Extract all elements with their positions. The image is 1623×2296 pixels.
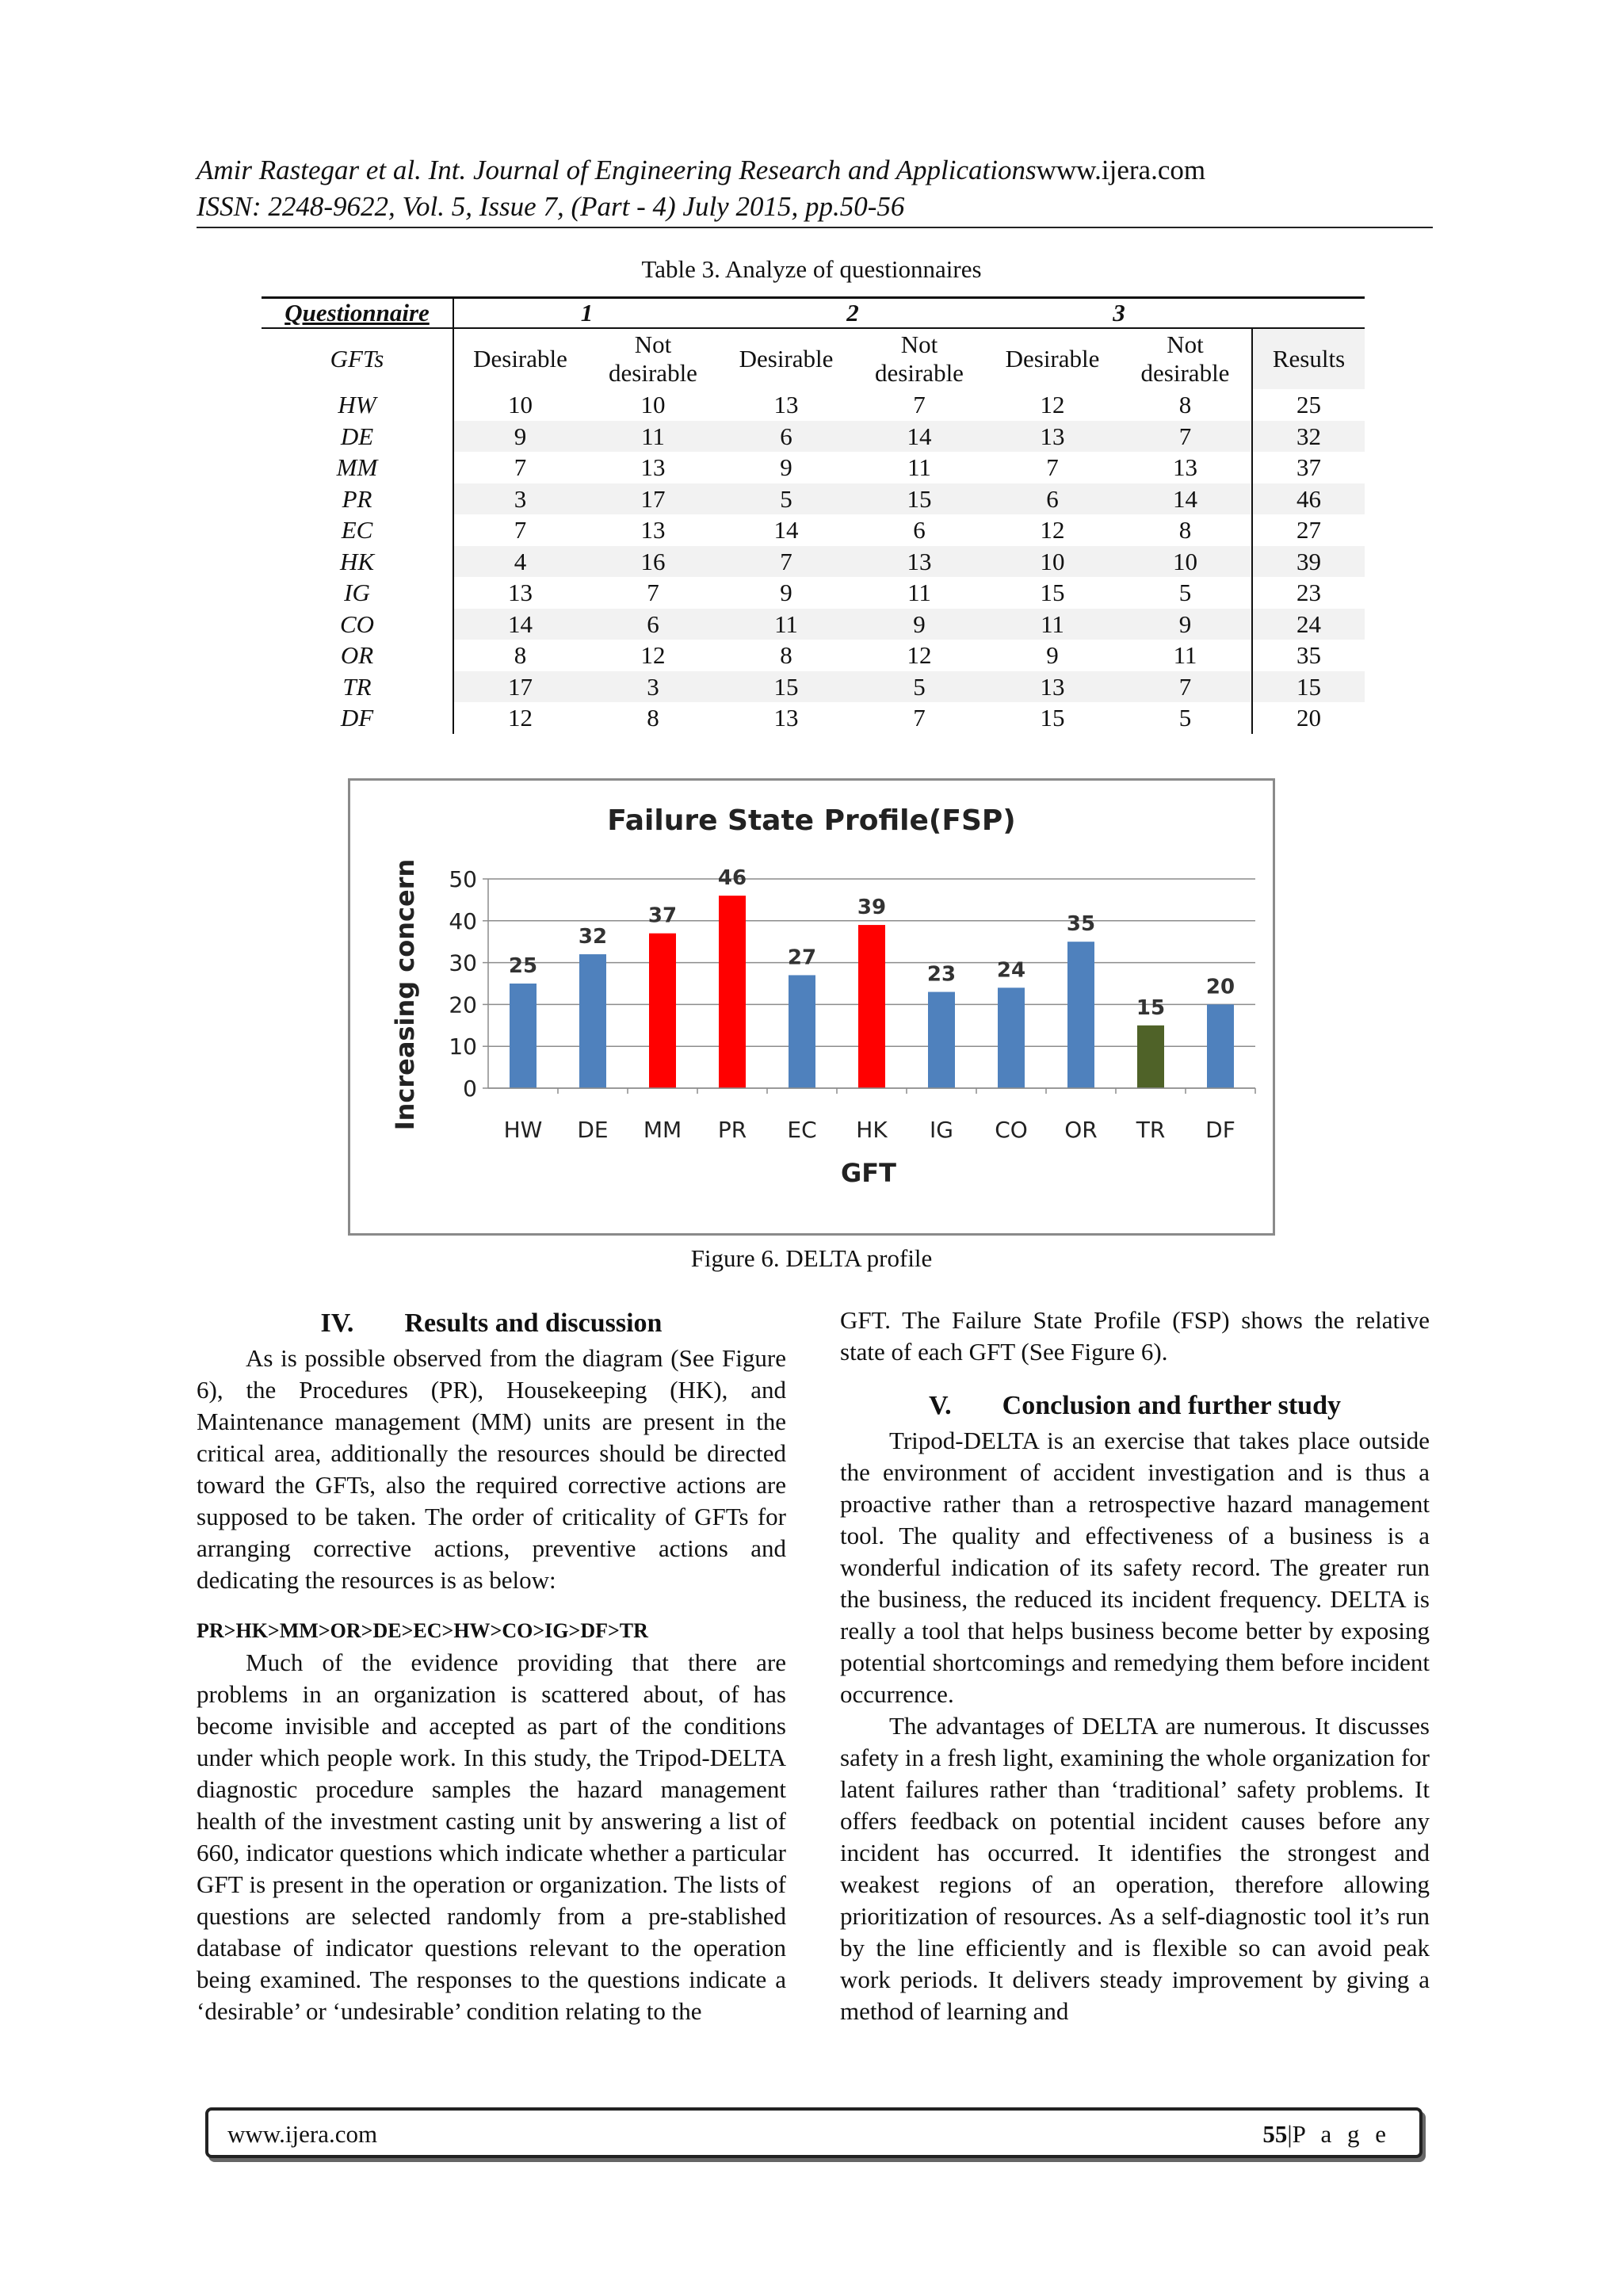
value-cell: 7 [1119,671,1252,703]
q1-desirable-header: Desirable [473,345,567,372]
section-4-paragraph-2: Much of the evidence providing that there are problems in an organization is scattered about, of has become invisible and accepted as part of the conditions under which people work. In this study, the Tripod-DELTA diagnostic procedure samples the hazard management health of the investment casting unit by answering a list of 660, indicator questions which indicate whether a particular GFT is present in the operation or organization. The lists of questions are selected randomly from a pre-stablished database of indicator questions relevant to the operation being examined. The responses to the questions indicate a ‘desirable’ or ‘undesirable’ condition relating to the [197,1648,786,2025]
value-cell: 7 [514,453,527,481]
results-cell: 35 [1296,641,1321,669]
section-4-paragraph-1: As is possible observed from the diagram (See Figure 6), the Procedures (PR), Housekeeping (HK), and Maintenance management (MM) units are present in the critical area, additionally the resources should be directed toward the GFTs, also the required corrective actions are supposed to be taken. The order of criticality of GFTs for arranging corrective actions, preventive actions and dedicating the resources is as below: [197,1344,786,1594]
value-cell: 13 [508,579,533,606]
value-cell: 9 [453,421,586,453]
questionnaire-table [262,296,1365,734]
header-url[interactable]: www.ijera.com [1036,155,1206,185]
value-cell: 7 [1119,421,1252,453]
value-cell: 7 [720,546,853,578]
section-5-paragraph-1: Tripod-DELTA is an exercise that takes place outside the environment of accident investigation and is thus a proactive rather than a retrospective hazard management tool. The quality and effectiveness of a business is a wonderful indication of its safety record. The greater run the business, the reduced its incident frequency. DELTA is really a tool that helps business become better by exposing potential shortcomings and remedying them before incident occurrence. [840,1427,1430,1708]
bar-ig [928,992,955,1088]
results-header: Results [1252,328,1365,389]
value-cell: 11 [986,609,1119,640]
results-cell: 39 [1252,546,1365,578]
x-tick-label: HK [856,1117,888,1143]
value-cell: 7 [913,704,926,732]
results-cell: 23 [1296,579,1321,606]
value-cell: 14 [773,516,799,544]
table-row [262,389,1365,421]
results-cell: 25 [1296,391,1321,418]
table-row [262,514,1365,546]
results-cell: 32 [1252,421,1365,453]
y-tick-label: 30 [449,949,477,976]
bar-hk [858,925,885,1088]
value-cell: 15 [720,671,853,703]
section-4-heading: IV. Results and discussion [320,1308,663,1338]
value-cell: 17 [453,671,586,703]
value-cell: 7 [913,391,926,418]
value-cell: 12 [907,641,932,669]
fsp-chart-frame [348,778,1275,1236]
table-row [262,640,1365,671]
page-footer [205,2107,1423,2158]
value-cell: 5 [720,483,853,515]
value-cell: 10 [508,391,533,418]
results-cell: 20 [1296,704,1321,732]
y-axis-title: Increasing concern [390,858,420,1131]
bar-co [998,988,1025,1088]
value-cell: 12 [508,704,533,732]
gft-cell: IG [262,577,453,609]
data-label: 35 [1066,912,1096,937]
value-cell: 11 [907,453,931,481]
header-citation: Amir Rastegar et al. Int. Journal of Engineering Research and Applications [197,155,1037,185]
header-rule [197,227,1433,228]
value-cell: 10 [640,391,666,418]
value-cell: 11 [586,421,720,453]
right-column [840,1305,1430,2027]
value-cell: 6 [720,421,853,453]
q2-not-desirable-header: Not desirable [875,330,964,387]
value-cell: 13 [773,391,799,418]
value-cell: 5 [1119,577,1252,609]
x-tick-label: DE [577,1117,609,1143]
value-cell: 13 [640,516,666,544]
value-cell: 11 [1119,640,1252,671]
header-line-1 [197,152,1433,189]
table-caption: Table 3. Analyze of questionnaires [641,255,982,283]
value-cell: 9 [853,609,986,640]
y-tick-label: 10 [449,1033,477,1060]
y-tick-label: 0 [463,1075,477,1102]
footer-page: 55|P a g e [1262,2120,1391,2148]
table-body [262,389,1365,734]
section-5-heading: V. Conclusion and further study [929,1391,1341,1420]
data-label: 46 [717,866,747,891]
table-row [262,577,1365,609]
criticality-order: PR>HK>MM>OR>DE>EC>HW>CO>IG>DF>TR [197,1619,648,1642]
q1-header: 1 [453,298,720,329]
data-label: 39 [857,896,887,920]
x-tick-label: TR [1136,1117,1166,1143]
bar-df [1207,1004,1234,1088]
table-row [262,483,1365,515]
bar-de [579,954,606,1088]
gft-cell: TR [262,671,453,703]
y-tick-label: 40 [449,907,477,934]
table-row [262,609,1365,640]
q3-header: 3 [986,298,1252,329]
x-tick-label: MM [643,1117,682,1143]
x-tick-label: OR [1064,1117,1098,1143]
value-cell: 13 [986,671,1119,703]
gft-cell: HK [262,546,453,578]
left-column [197,1305,786,2027]
x-tick-label: HW [503,1117,543,1143]
gft-cell: OR [262,640,453,671]
results-cell: 46 [1252,483,1365,515]
value-cell: 12 [640,641,666,669]
data-label: 25 [508,954,538,978]
bar-mm [649,934,676,1088]
data-label: 23 [926,962,957,987]
bar-hw [510,984,537,1088]
data-label: 32 [578,925,608,949]
value-cell: 15 [1040,704,1065,732]
results-cell: 24 [1252,609,1365,640]
value-cell: 3 [453,483,586,515]
q1-not-desirable-header: Not desirable [609,330,697,387]
data-label: 24 [996,958,1026,983]
value-cell: 8 [647,704,659,732]
value-cell: 13 [640,453,666,481]
table-row [262,421,1365,453]
value-cell: 6 [986,483,1119,515]
footer-url[interactable]: www.ijera.com [227,2120,378,2148]
data-label: 37 [647,904,678,928]
data-label: 15 [1136,995,1166,1020]
value-cell: 9 [780,579,792,606]
gfts-header: GFTs [262,328,453,389]
q3-desirable-header: Desirable [1005,345,1100,372]
blank-header [1252,298,1365,329]
table-row [262,452,1365,483]
value-cell: 14 [453,609,586,640]
x-axis-title: GFT [841,1158,896,1188]
table-row [262,702,1365,734]
value-cell: 5 [853,671,986,703]
table-row [262,671,1365,703]
questionnaire-header: Questionnaire [262,298,453,329]
value-cell: 11 [907,579,931,606]
value-cell: 14 [853,421,986,453]
data-label: 27 [787,946,817,970]
results-cell: 15 [1252,671,1365,703]
gft-cell: CO [262,609,453,640]
value-cell: 3 [586,671,720,703]
bar-pr [719,896,746,1088]
value-cell: 6 [586,609,720,640]
value-cell: 7 [1046,453,1059,481]
figure-caption: Figure 6. DELTA profile [690,1244,933,1272]
bar-or [1067,942,1094,1088]
results-cell: 27 [1296,516,1321,544]
data-label: 20 [1205,975,1235,999]
value-cell: 9 [780,453,792,481]
value-cell: 12 [1040,391,1065,418]
value-cell: 14 [1119,483,1252,515]
value-cell: 13 [986,421,1119,453]
gft-cell: HW [262,389,453,421]
value-cell: 9 [1119,609,1252,640]
running-header [197,152,1433,225]
value-cell: 10 [986,546,1119,578]
value-cell: 13 [773,704,799,732]
value-cell: 7 [647,579,659,606]
bar-ec [789,975,815,1088]
value-cell: 8 [780,641,792,669]
x-tick-label: PR [717,1117,747,1143]
q3-not-desirable-header: Not desirable [1119,328,1252,389]
table-header-row-2 [262,328,1365,389]
gft-cell: DF [262,702,453,734]
x-tick-label: DF [1205,1117,1235,1143]
value-cell: 13 [853,546,986,578]
q2-header: 2 [720,298,986,329]
y-tick-label: 50 [449,866,477,892]
value-cell: 12 [1040,516,1065,544]
value-cell: 13 [1119,452,1252,483]
bar-tr [1137,1026,1164,1088]
table-row [262,546,1365,578]
gft-cell: EC [262,514,453,546]
value-cell: 15 [853,483,986,515]
results-cell: 37 [1296,453,1321,481]
x-tick-label: EC [787,1117,817,1143]
value-cell: 8 [1119,389,1252,421]
section-4-paragraph-3: GFT. The Failure State Profile (FSP) shows the relative state of each GFT (See Figure 6). [840,1306,1430,1366]
q2-desirable-header: Desirable [739,345,834,372]
table-header-row-1 [262,298,1365,329]
value-cell: 4 [453,546,586,578]
value-cell: 10 [1119,546,1252,578]
header-line-2: ISSN: 2248-9622, Vol. 5, Issue 7, (Part - 4) July 2015, pp.50-56 [197,191,905,222]
value-cell: 9 [1046,641,1059,669]
gft-cell: DE [262,421,453,453]
value-cell: 7 [514,516,527,544]
value-cell: 11 [720,609,853,640]
value-cell: 15 [1040,579,1065,606]
value-cell: 8 [1119,514,1252,546]
section-5-paragraph-2: The advantages of DELTA are numerous. It discusses safety in a fresh light, examining the whole organization for latent failures rather than ‘traditional’ safety problems. It offers feedback on potential incident causes before any incident has occurred. It identifies the strongest and weakest regions of an operation, therefore allowing prioritization of resources. As a self-diagnostic tool it’s run by the line efficiently and is flexible so can avoid peak work periods. It delivers steady improvement by giving a method of learning and [840,1712,1430,2025]
y-tick-label: 20 [449,991,477,1018]
x-tick-label: CO [995,1117,1028,1143]
x-tick-label: IG [930,1117,953,1143]
value-cell: 8 [514,641,527,669]
fsp-chart [350,781,1273,1233]
value-cell: 17 [586,483,720,515]
gft-cell: PR [262,483,453,515]
value-cell: 5 [1119,702,1252,734]
value-cell: 6 [913,516,926,544]
chart-title: Failure State Profile(FSP) [607,804,1016,837]
value-cell: 16 [586,546,720,578]
gft-cell: MM [262,452,453,483]
